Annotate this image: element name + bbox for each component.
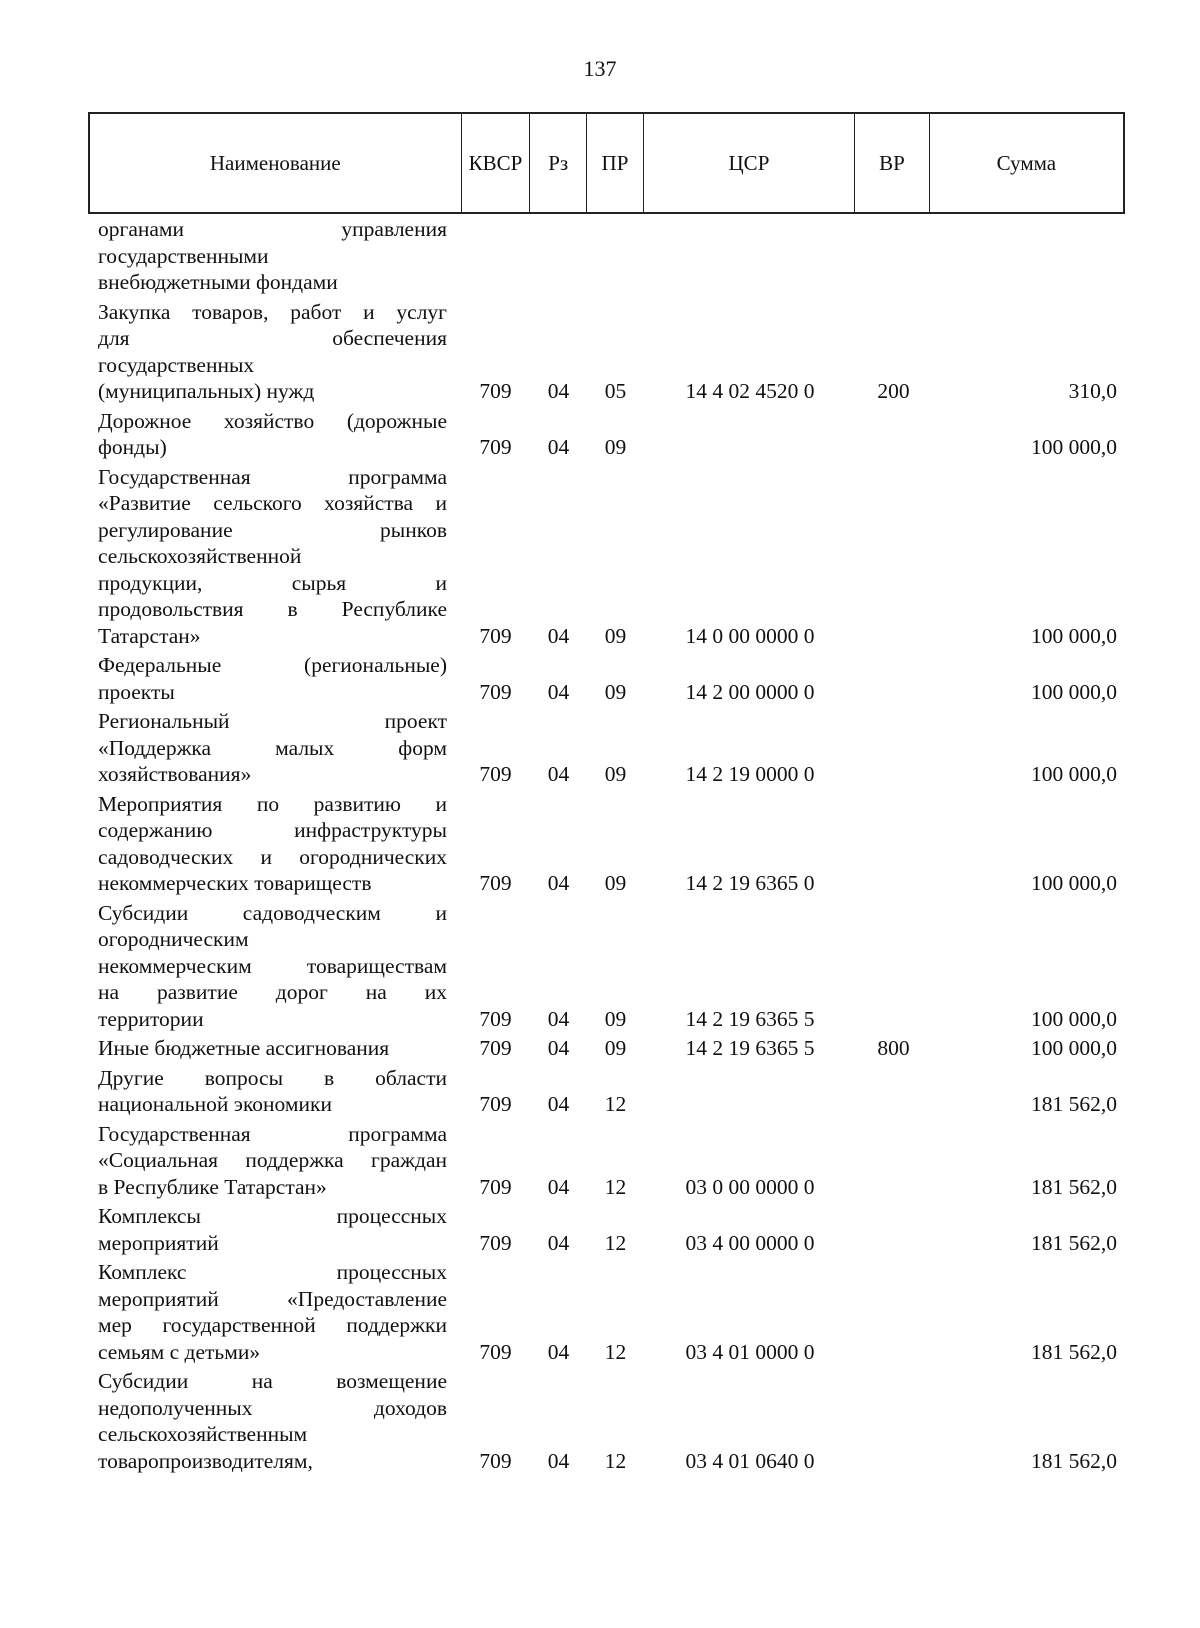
row-name-line: Государственная программа xyxy=(98,1121,447,1146)
row-kvsr: 709 xyxy=(479,762,512,786)
row-name xyxy=(88,1368,461,1474)
row-name xyxy=(88,1203,461,1256)
row-sum: 181 562,0 xyxy=(1031,1448,1117,1473)
row-sum: 181 562,0 xyxy=(1031,1092,1117,1116)
row-csr: 14 2 19 0000 0 xyxy=(685,762,815,786)
row-name xyxy=(88,900,461,1033)
column-header-sum: Сумма xyxy=(996,150,1057,175)
table-row xyxy=(88,1368,1125,1474)
page-number: 137 xyxy=(583,56,617,81)
table-row xyxy=(88,652,1125,705)
row-name-line: некоммерческих товариществ xyxy=(98,871,372,895)
row-name-line: Комплексы процессных xyxy=(98,1204,447,1228)
row-name-line: Субсидии на возмещение xyxy=(98,1369,447,1393)
row-rz: 04 xyxy=(547,623,570,648)
row-name-line: товаропроизводителям, xyxy=(98,1448,313,1473)
row-name-line: семьям с детьми» xyxy=(98,1339,261,1364)
table-row xyxy=(88,216,1125,296)
row-name xyxy=(88,791,461,897)
row-pr: 12 xyxy=(604,1174,627,1199)
row-name-line: регулирование рынков xyxy=(98,517,447,542)
row-rz: 04 xyxy=(547,679,570,704)
row-name-line: продовольствия в Республике xyxy=(98,597,447,621)
table-row xyxy=(88,708,1125,788)
row-pr: 12 xyxy=(604,1339,627,1364)
row-kvsr: 709 xyxy=(479,379,512,403)
table-row xyxy=(88,791,1125,897)
row-name-line: Комплекс процессных xyxy=(98,1260,447,1284)
row-name-line: государственными xyxy=(98,243,269,268)
row-pr: 09 xyxy=(604,762,627,786)
row-csr: 14 0 00 0000 0 xyxy=(685,623,815,648)
row-kvsr: 709 xyxy=(479,1448,512,1473)
table-row xyxy=(88,464,1125,650)
row-name xyxy=(88,464,461,650)
row-csr: 14 2 19 6365 5 xyxy=(685,1036,815,1060)
row-name-line: продукции, сырья и xyxy=(98,570,447,595)
row-name-line: мероприятий «Предоставление xyxy=(98,1286,447,1311)
row-sum: 100 000,0 xyxy=(1031,623,1117,648)
row-pr: 09 xyxy=(604,1006,627,1031)
row-rz: 04 xyxy=(547,1174,570,1199)
row-name-line: Закупка товаров, работ и услуг xyxy=(98,299,447,324)
row-csr: 03 4 01 0000 0 xyxy=(685,1339,815,1364)
column-header-pr: ПР xyxy=(587,114,644,212)
row-name-line: Федеральные (региональные) xyxy=(98,653,447,677)
row-pr: 05 xyxy=(604,379,627,403)
row-pr: 09 xyxy=(604,435,627,459)
table-row xyxy=(88,1121,1125,1201)
row-name-line: Другие вопросы в области xyxy=(98,1065,447,1090)
row-rz: 04 xyxy=(547,1036,570,1060)
row-name-line: национальной экономики xyxy=(98,1092,332,1116)
row-name-line: органами управления xyxy=(98,217,447,241)
row-name-line: в Республике Татарстан» xyxy=(98,1174,327,1199)
row-name-line: недополученных доходов xyxy=(98,1395,447,1420)
table-row xyxy=(88,1203,1125,1256)
row-csr: 14 2 00 0000 0 xyxy=(685,679,815,704)
row-csr: 03 4 00 0000 0 xyxy=(685,1230,815,1255)
row-vr: 800 xyxy=(877,1036,910,1060)
row-sum: 310,0 xyxy=(1068,379,1117,403)
row-name-line: Дорожное хозяйство (дорожные xyxy=(98,408,447,433)
row-rz: 04 xyxy=(547,762,570,786)
row-kvsr: 709 xyxy=(479,1339,512,1364)
column-header-vr: ВР xyxy=(855,114,930,212)
row-pr: 12 xyxy=(604,1448,627,1473)
row-name xyxy=(88,1065,461,1118)
row-name-line: Субсидии садоводческим и xyxy=(98,900,447,925)
row-name-line: Мероприятия по развитию и xyxy=(98,791,447,816)
column-header-rz: Рз xyxy=(530,114,587,212)
row-name-line: сельскохозяйственным xyxy=(98,1422,308,1446)
row-rz: 04 xyxy=(547,1230,570,1255)
row-rz: 04 xyxy=(547,1339,570,1364)
table-row xyxy=(88,408,1125,461)
row-name-line: содержанию инфраструктуры xyxy=(98,818,447,842)
row-pr: 09 xyxy=(604,1036,627,1060)
row-name-line: государственных xyxy=(98,352,255,377)
row-pr: 09 xyxy=(604,679,627,704)
row-name-line: внебюджетными фондами xyxy=(98,270,338,294)
row-sum: 100 000,0 xyxy=(1031,435,1117,459)
row-kvsr: 709 xyxy=(479,679,512,704)
column-header-csr: ЦСР xyxy=(644,114,855,212)
row-sum: 100 000,0 xyxy=(1031,762,1117,786)
row-sum: 100 000,0 xyxy=(1031,1006,1117,1031)
row-name-line: Татарстан» xyxy=(98,623,201,648)
row-name xyxy=(88,652,461,705)
table-header xyxy=(88,112,1125,214)
row-sum: 100 000,0 xyxy=(1031,871,1117,895)
row-csr: 14 2 19 6365 0 xyxy=(685,871,815,895)
column-header-name: Наименование xyxy=(90,114,462,212)
row-csr: 14 4 02 4520 0 xyxy=(685,379,815,403)
table-row xyxy=(88,1065,1125,1118)
row-name-line: огородническим xyxy=(98,927,249,951)
row-rz: 04 xyxy=(547,871,570,895)
row-csr: 03 4 01 0640 0 xyxy=(685,1448,815,1473)
row-name-line: садоводческих и огороднических xyxy=(98,844,447,869)
row-name xyxy=(88,408,461,461)
row-name-line: «Поддержка малых форм xyxy=(98,735,447,760)
table-row xyxy=(88,299,1125,405)
row-rz: 04 xyxy=(547,435,570,459)
row-kvsr: 709 xyxy=(479,1092,512,1116)
table-body xyxy=(88,216,1125,1477)
row-name-line: мер государственной поддержки xyxy=(98,1313,447,1337)
table-row xyxy=(88,1259,1125,1365)
row-pr: 12 xyxy=(604,1092,627,1116)
row-name xyxy=(88,1121,461,1201)
row-name-line: фонды) xyxy=(98,435,167,459)
row-name-line: (муниципальных) нужд xyxy=(98,379,315,403)
row-name-line: сельскохозяйственной xyxy=(98,544,302,568)
row-kvsr: 709 xyxy=(479,623,512,648)
row-sum: 100 000,0 xyxy=(1031,1036,1117,1060)
row-name-line: хозяйствования» xyxy=(98,762,252,786)
row-rz: 04 xyxy=(547,1006,570,1031)
row-sum: 100 000,0 xyxy=(1031,679,1117,704)
row-name-line: для обеспечения xyxy=(98,326,447,350)
row-rz: 04 xyxy=(547,1092,570,1116)
row-csr: 14 2 19 6365 5 xyxy=(685,1006,815,1031)
row-name-line: «Социальная поддержка граждан xyxy=(98,1148,447,1172)
table-row xyxy=(88,1035,1125,1062)
column-header-kvsr: КВСР xyxy=(462,114,531,212)
row-name-line: «Развитие сельского хозяйства и xyxy=(98,491,447,515)
row-kvsr: 709 xyxy=(479,1174,512,1199)
row-name xyxy=(88,299,461,405)
row-name-line: проекты xyxy=(98,679,175,704)
row-vr: 200 xyxy=(877,379,910,403)
row-kvsr: 709 xyxy=(479,1036,512,1060)
row-name xyxy=(88,1259,461,1365)
row-name xyxy=(88,1035,461,1062)
row-kvsr: 709 xyxy=(479,1006,512,1031)
row-pr: 12 xyxy=(604,1230,627,1255)
row-name-line: мероприятий xyxy=(98,1230,219,1255)
row-rz: 04 xyxy=(547,1448,570,1473)
row-name-line: территории xyxy=(98,1006,204,1031)
row-name-line: Региональный проект xyxy=(98,709,447,733)
row-rz: 04 xyxy=(547,379,570,403)
row-name-line: некоммерческим товариществам xyxy=(98,953,447,978)
row-sum: 181 562,0 xyxy=(1031,1230,1117,1255)
row-kvsr: 709 xyxy=(479,871,512,895)
row-sum: 181 562,0 xyxy=(1031,1174,1117,1199)
row-sum: 181 562,0 xyxy=(1031,1339,1117,1364)
row-name-line: на развитие дорог на их xyxy=(98,980,447,1004)
table-row xyxy=(88,900,1125,1033)
row-pr: 09 xyxy=(604,871,627,895)
row-kvsr: 709 xyxy=(479,1230,512,1255)
row-pr: 09 xyxy=(604,623,627,648)
row-name-line: Иные бюджетные ассигнования xyxy=(98,1036,390,1060)
row-name xyxy=(88,216,461,296)
row-name-line: Государственная программа xyxy=(98,464,447,489)
row-kvsr: 709 xyxy=(479,435,512,459)
row-name xyxy=(88,708,461,788)
row-csr: 03 0 00 0000 0 xyxy=(685,1174,815,1199)
